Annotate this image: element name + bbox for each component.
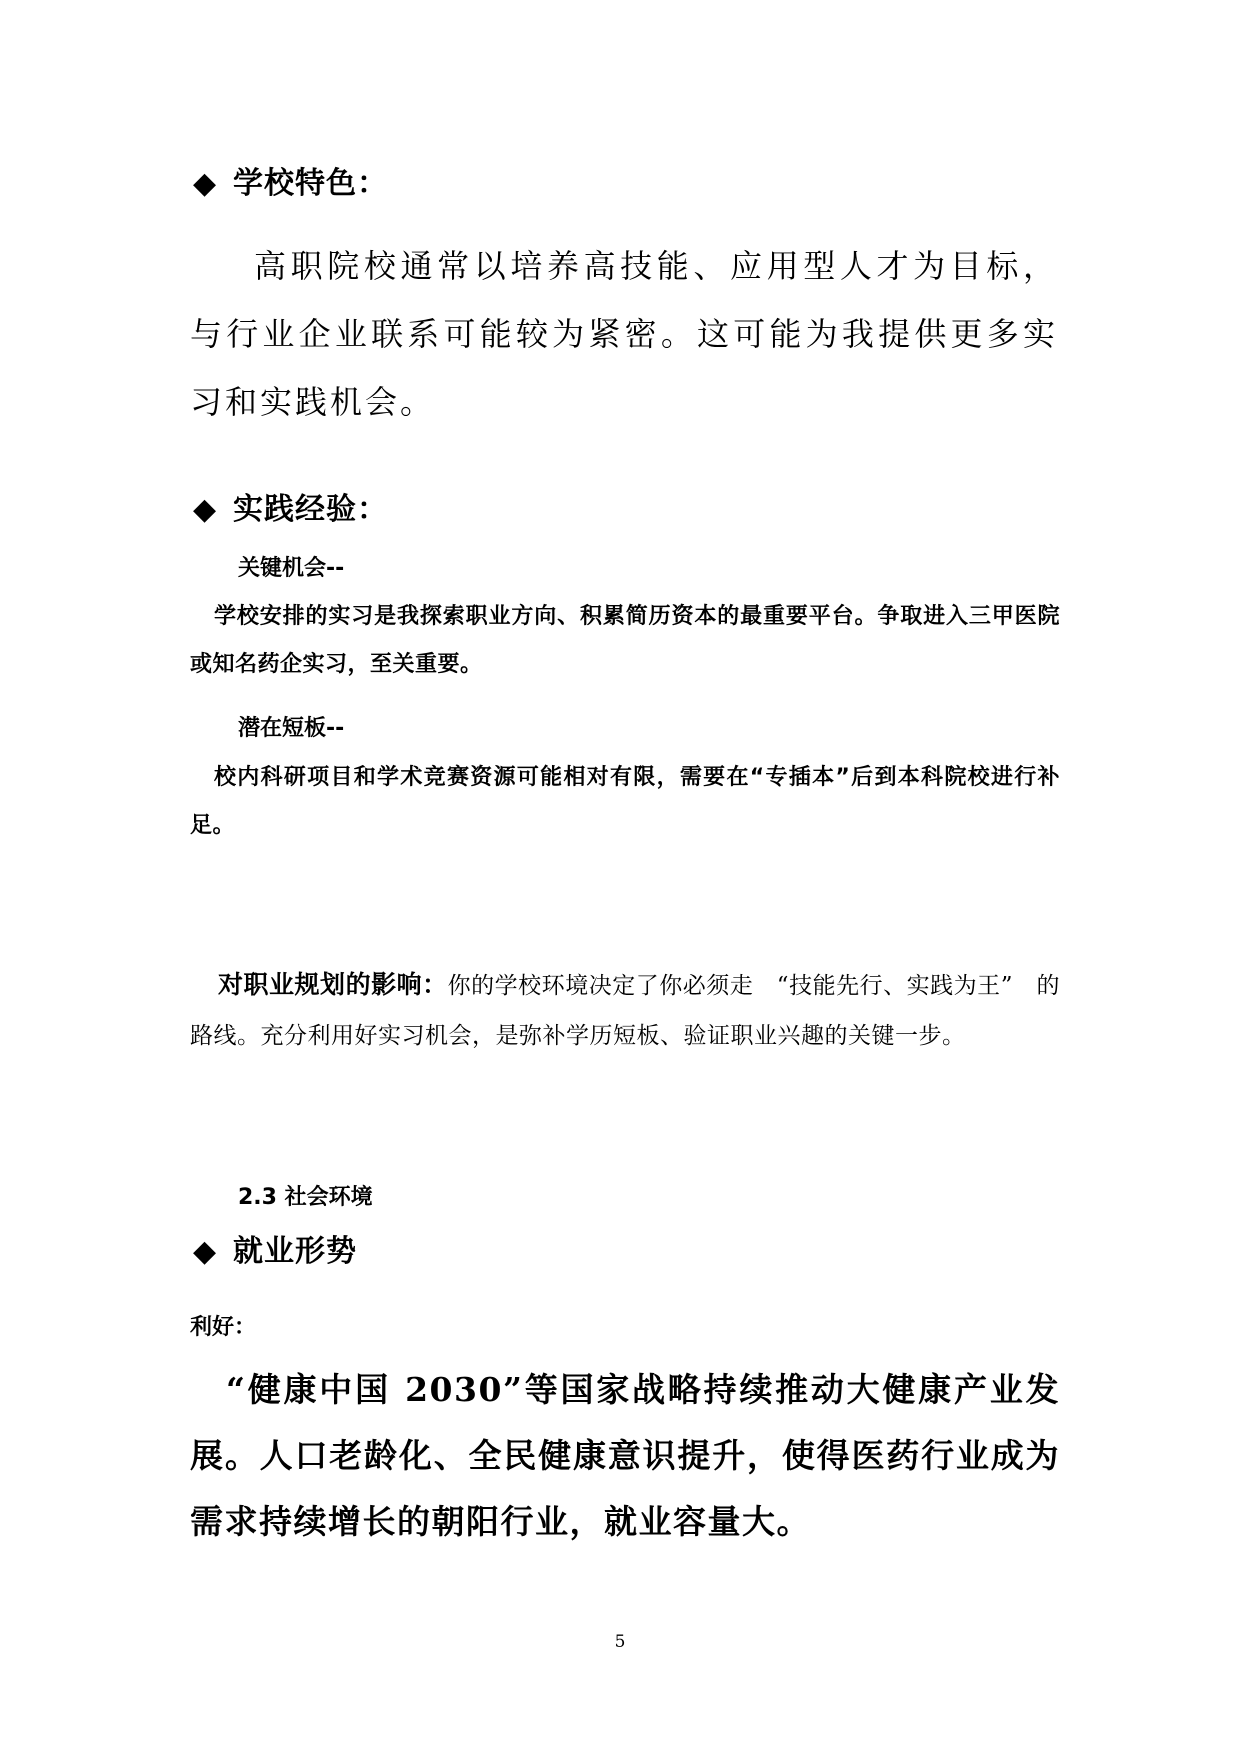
employment-heading xyxy=(193,1232,357,1272)
key-opportunity-label: 关键机会-- xyxy=(238,556,345,581)
section-title: 2.3 社会环境 xyxy=(238,1185,373,1210)
career-impact-text: 你的学校环境决定了你必须走 “技能先行、实践为王” 的路线。充分利用好实习机会，是弥补学历短板、验证职业兴趣的关键一步。 xyxy=(190,973,1060,1049)
diamond-bullet-icon: ◆ xyxy=(193,492,218,527)
diamond-bullet-icon: ◆ xyxy=(193,1234,218,1269)
school-features-paragraph: 高职院校通常以培养高技能、应用型人才为目标，与行业企业联系可能较为紧密。这可能为我提供更多实习和实践机会。 xyxy=(190,247,1058,421)
heading-text: 学校特色： xyxy=(233,166,388,201)
key-opportunity-text: 学校安排的实习是我探索职业方向、积累简历资本的最重要平台。争取进入三甲医院或知名药企实习，至关重要。 xyxy=(190,604,1060,677)
school-features-heading xyxy=(193,164,388,204)
heading-text: 就业形势 xyxy=(233,1234,357,1269)
heading-text: 实践经验： xyxy=(233,492,388,527)
career-impact-label: 对职业规划的影响： xyxy=(218,970,448,999)
favorable-text: “健康中国 2030”等国家战略持续推动大健康产业发展。人口老龄化、全民健康意识提升，使得医药行业成为需求持续增长的朝阳行业，就业容量大。 xyxy=(190,1370,1060,1541)
career-impact-paragraph xyxy=(190,960,1060,1061)
practice-heading xyxy=(193,490,388,530)
favorable-label: 利好： xyxy=(190,1315,257,1340)
weakness-label: 潜在短板-- xyxy=(238,716,345,741)
page-number: 5 xyxy=(614,1632,626,1652)
weakness-text: 校内科研项目和学术竞赛资源可能相对有限，需要在“专插本”后到本科院校进行补足。 xyxy=(190,765,1060,838)
diamond-bullet-icon: ◆ xyxy=(193,166,218,201)
